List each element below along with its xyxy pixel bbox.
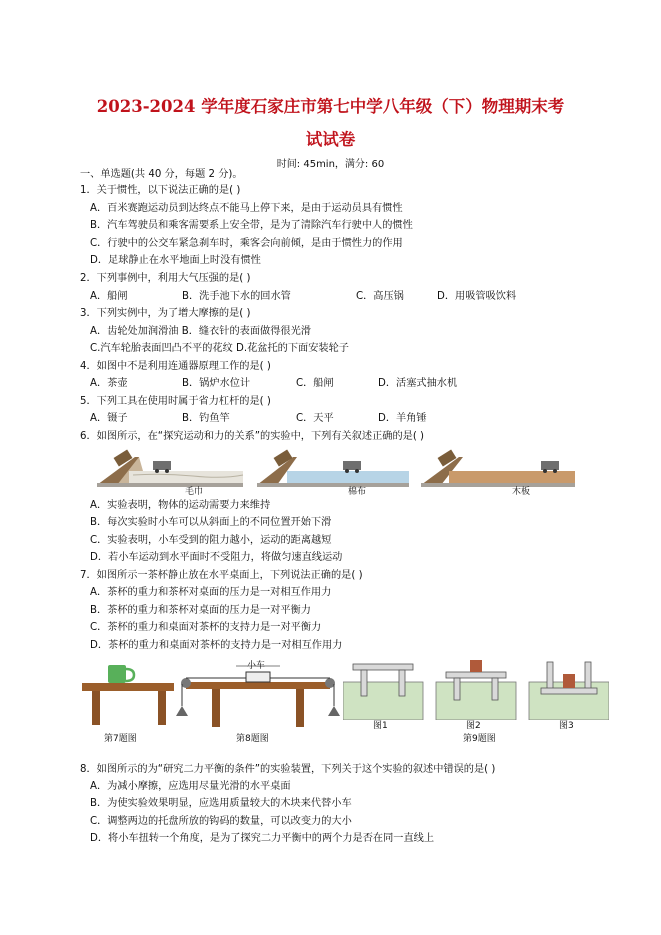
fig8-cart-label: 小车 [247,661,266,671]
q5-option-a: A．镊子 [90,413,128,424]
fig9-pressure-experiments [343,660,609,720]
q2-option-d: D．用吸管吸饮料 [437,291,517,302]
q2-stem: 2．下列事例中，利用大气压强的是( ) [80,273,251,284]
q6-label-wood: 木板 [512,487,531,497]
q5-option-d: D．羊角锤 [378,413,427,424]
q1-option-c: C．行驶中的公交车紧急刹车时，乘客会向前倾，是由于惯性力的作用 [90,238,403,249]
ramp-towel-diagram [97,450,243,487]
q3-option-cd: C.汽车轮胎表面凹凸不平的花纹 D.花盆托的下面安装轮子 [90,343,349,354]
fig9-label-1: 图1 [373,721,388,731]
fig9-caption: 第9题图 [463,734,496,744]
q6-option-b: B．每次实验时小车可以从斜面上的不同位置开始下滑 [90,517,332,528]
q2-option-a: A．船闸 [90,291,128,302]
q7-option-b: B．茶杯的重力和茶杯对桌面的压力是一对平衡力 [90,605,311,616]
fig8-caption: 第8题图 [236,734,269,744]
q8-option-a: A．为减小摩擦，应选用尽量光滑的水平桌面 [90,781,291,792]
q2-option-c: C．高压锅 [356,291,404,302]
q8-option-d: D．将小车扭转一个角度，是为了探究二力平衡中的两个力是否在同一直线上 [90,833,435,844]
q6-stem: 6．如图所示，在“探究运动和力的关系”的实验中，下列有关叙述正确的是( ) [80,431,425,442]
q4-option-b: B．锅炉水位计 [182,378,251,389]
ramp-cotton-diagram [257,450,409,487]
q3-option-ab: A．齿轮处加润滑油 B．缝衣针的表面做得很光滑 [90,326,311,337]
q6-figure [93,447,577,499]
q5-stem: 5．下列工具在使用时属于省力杠杆的是( ) [80,396,271,407]
section-heading: 一、单选题(共 40 分，每题 2 分)。 [80,169,243,180]
q8-stem: 8．如图所示的为“研究二力平衡的条件”的实验装置，下列关于这个实验的叙述中错误的是( ) [80,764,496,775]
fig9-setup-3 [529,662,609,720]
time-info: 时间: 45min，满分: 60 [276,159,385,170]
q1-option-b: B．汽车驾驶员和乘客需要系上安全带，是为了清除汽车行驶中人的惯性 [90,220,413,231]
q8-option-b: B．为使实验效果明显，应选用质量较大的木块来代替小车 [90,798,352,809]
q4-option-c: C．船闸 [296,378,334,389]
q1-option-a: A．百米赛跑运动员到达终点不能马上停下来，是由于运动员具有惯性 [90,203,403,214]
q4-stem: 4．如图中不是利用连通器原理工作的是( ) [80,361,271,372]
q6-option-a: A．实验表明，物体的运动需要力来维持 [90,500,271,511]
q8-option-c: C．调整两边的托盘所放的钩码的数量，可以改变力的大小 [90,816,352,827]
fig9-setup-2 [436,660,516,720]
q6-label-towel: 毛巾 [185,487,204,497]
q4-option-d: D．活塞式抽水机 [378,378,458,389]
fig9-setup-1 [343,664,423,720]
q7-option-d: D．茶杯的重力和桌面对茶杯的支持力是一对相互作用力 [90,640,343,651]
ramp-wood-diagram [421,450,575,487]
fig9-label-3: 图3 [559,721,574,731]
fig7-caption: 第7题图 [104,734,137,744]
fig7-table-cup [78,655,178,725]
q3-stem: 3．下列实例中，为了增大摩擦的是( ) [80,308,251,319]
q1-stem: 1．关于惯性，以下说法正确的是( ) [80,185,241,196]
q5-option-c: C．天平 [296,413,334,424]
q5-option-b: B．钓鱼竿 [182,413,230,424]
q6-option-c: C．实验表明，小车受到的阻力越小，运动的距离越短 [90,535,332,546]
q4-option-a: A．茶壶 [90,378,128,389]
q7-stem: 7．如图所示一茶杯静止放在水平桌面上，下列说法正确的是( ) [80,570,363,581]
q7-option-c: C．茶杯的重力和桌面对茶杯的支持力是一对平衡力 [90,622,322,633]
paper-title-line1: 2023-2024 学年度石家庄市第七中学八年级（下）物理期末考 [96,97,565,116]
paper-title-line2: 试试卷 [305,130,356,149]
q7-option-a: A．茶杯的重力和茶杯对桌面的压力是一对相互作用力 [90,587,332,598]
q6-option-d: D．若小车运动到水平面时不受阻力，将做匀速直线运动 [90,552,343,563]
q6-label-cotton: 棉布 [348,487,367,497]
q1-option-d: D．足球静止在水平地面上时没有惯性 [90,255,261,266]
q2-option-b: B．洗手池下水的回水管 [182,291,291,302]
fig9-label-2: 图2 [466,721,481,731]
